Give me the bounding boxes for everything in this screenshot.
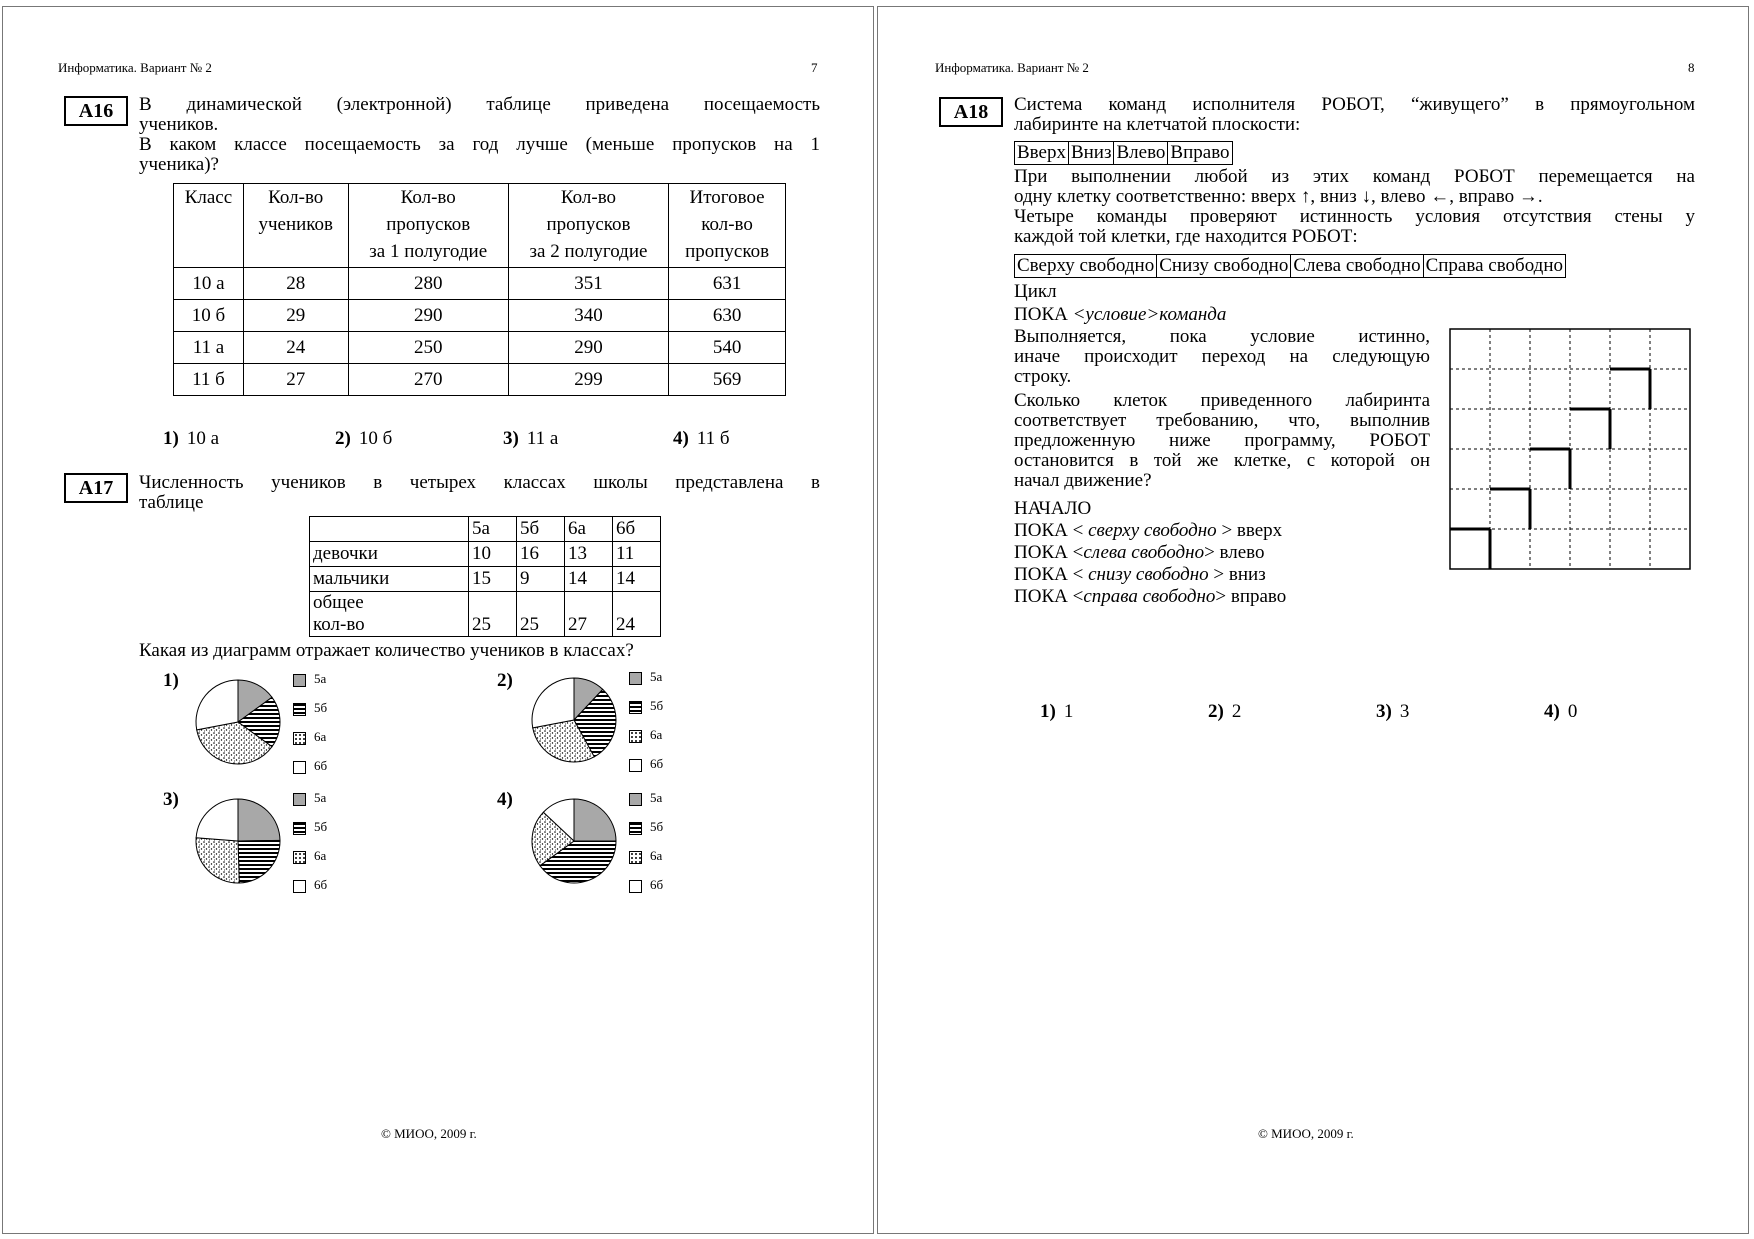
pie-legend [629, 670, 663, 786]
pie-option-number[interactable]: 1) [163, 670, 179, 691]
program-line [1014, 521, 1286, 543]
condition-box: Снизу свободно [1156, 254, 1291, 278]
table-cell: 11 а [174, 332, 244, 364]
legend-label: 6а [650, 727, 663, 742]
legend-swatch [629, 759, 642, 772]
legend-item [293, 820, 327, 849]
table-cell: 14 [565, 567, 613, 592]
answer-option[interactable] [503, 428, 558, 450]
table-row [174, 300, 786, 332]
a18-intro-1: Система команд исполнителя РОБОТ, “живущего” в прямоугольном [1014, 94, 1695, 115]
table-cell: 24 [243, 332, 348, 364]
header-text: Кол-во [400, 187, 456, 208]
table-cell: 27 [243, 364, 348, 396]
table-header-cell [348, 184, 508, 268]
legend-label: 5б [650, 819, 664, 834]
legend-swatch [629, 880, 642, 893]
pie-chart [529, 796, 619, 886]
answer-option[interactable] [1040, 701, 1073, 723]
program-pre: ПОКА < [1014, 564, 1089, 585]
legend-label: 5а [314, 671, 327, 686]
legend-item [629, 791, 663, 820]
pie-chart [529, 675, 619, 765]
legend-item [293, 759, 327, 788]
table-cell: 11 [613, 542, 661, 567]
answer-text: 3 [1399, 701, 1410, 722]
command-box: Вниз [1068, 141, 1115, 165]
program-condition: сверху свободно [1088, 520, 1217, 541]
table-cell: 10 а [174, 268, 244, 300]
a17-question [139, 473, 820, 513]
legend-swatch [293, 761, 306, 774]
table-cell: 290 [348, 300, 508, 332]
legend-item [293, 730, 327, 759]
program-condition: справа свободно [1083, 586, 1216, 607]
header-text: Кол-во [560, 187, 617, 208]
question-line: Сколько клеток приведенного лабиринта [1014, 390, 1430, 411]
program-lines [1014, 521, 1286, 609]
table-row [310, 542, 661, 567]
table-cell: 14 [613, 567, 661, 592]
condition-box: Сверху свободно [1014, 254, 1157, 278]
table-cell: 16 [517, 542, 565, 567]
a16-question [139, 95, 820, 175]
pie-chart [193, 796, 283, 886]
table-cell: 11 б [174, 364, 244, 396]
table-cell: 10 [469, 542, 517, 567]
table-cell: 250 [348, 332, 508, 364]
program-start: НАЧАЛО [1014, 498, 1092, 519]
header-text: пропусков [685, 241, 770, 262]
legend-swatch [293, 674, 306, 687]
header-text: Кол-во [268, 187, 324, 208]
question-line: начал движение? [1014, 470, 1152, 491]
legend-item [293, 701, 327, 730]
table-cell: 569 [669, 364, 786, 396]
legend-item [629, 728, 663, 757]
answer-text: 11 б [696, 428, 730, 449]
legend-swatch [629, 672, 642, 685]
legend-swatch [293, 880, 306, 893]
answer-option[interactable] [673, 428, 730, 450]
legend-swatch [293, 793, 306, 806]
table-cell: 290 [508, 332, 668, 364]
question-line: соответствует требованию, что, выполнив [1014, 410, 1430, 431]
legend-label: 5б [650, 698, 664, 713]
table-cell: 351 [508, 268, 668, 300]
a16-line-4: ученика)? [139, 154, 219, 175]
question-line: предложенную ниже программу, РОБОТ [1014, 430, 1430, 451]
table-header-row [310, 517, 661, 542]
legend-item [629, 849, 663, 878]
table-cell: 15 [469, 567, 517, 592]
program-post: > вверх [1216, 520, 1283, 541]
table-header-cell: 5б [517, 517, 565, 542]
table-cell: 631 [669, 268, 786, 300]
pie-slice [196, 799, 238, 841]
legend-item [293, 878, 327, 907]
pie-legend [293, 672, 327, 788]
legend-swatch [293, 822, 306, 835]
legend-swatch [293, 851, 306, 864]
program-line [1014, 587, 1286, 609]
answer-text: 11 а [526, 428, 559, 449]
row-label-text: общее [313, 592, 364, 613]
answer-option[interactable] [1544, 701, 1577, 723]
header-text: пропусков [546, 214, 631, 235]
table-header-cell [669, 184, 786, 268]
program-post: > вниз [1208, 564, 1266, 585]
table-row [174, 364, 786, 396]
legend-swatch [629, 793, 642, 806]
program-post: > влево [1204, 542, 1265, 563]
header-text: Класс [184, 187, 233, 208]
row-label [310, 567, 469, 592]
legend-label: 5а [650, 790, 663, 805]
condition-box: Справа свободно [1423, 254, 1566, 278]
legend-label: 5а [650, 669, 663, 684]
table-cell: 540 [669, 332, 786, 364]
program-pre: ПОКА < [1014, 520, 1089, 541]
a18-move-1: При выполнении любой из этих команд РОБОТ перемещается на [1014, 166, 1695, 187]
page-number: 7 [811, 60, 818, 75]
legend-item [629, 878, 663, 907]
pie-slice [196, 680, 238, 730]
legend-swatch [629, 822, 642, 835]
legend-swatch [629, 730, 642, 743]
table-header-cell: 6б [613, 517, 661, 542]
a18-check-1: Четыре команды проверяют истинность условия отсутствия стены у [1014, 206, 1695, 227]
a16-line-3: В каком классе посещаемость за год лучше (меньше пропусков на 1 [139, 134, 820, 155]
pie-slice [532, 678, 574, 728]
table-cell: 25 [517, 592, 565, 637]
table-header-cell [310, 517, 469, 542]
exec-line: Выполняется, пока условие истинно, [1014, 326, 1430, 347]
program-condition: снизу свободно [1088, 564, 1209, 585]
table-cell: 13 [565, 542, 613, 567]
table-header-cell [508, 184, 668, 268]
question-line: остановится в той же клетке, с которой он [1014, 450, 1430, 471]
program-line [1014, 565, 1286, 587]
table-cell: 630 [669, 300, 786, 332]
page-header-title: Информатика. Вариант № 2 [935, 60, 1089, 75]
header-text: учеников [258, 214, 334, 235]
left-footer: © МИОО, 2009 г. [381, 1126, 477, 1141]
header-text: Итоговое [689, 187, 765, 208]
legend-swatch [293, 703, 306, 716]
legend-label: 6б [650, 756, 664, 771]
legend-label: 5а [314, 790, 327, 805]
legend-item [293, 791, 327, 820]
table-cell: 24 [613, 592, 661, 637]
a17-chart-question: Какая из диаграмм отражает количество учеников в классах? [139, 640, 634, 661]
poka-prefix: ПОКА [1014, 304, 1073, 325]
answer-number: 1) [163, 428, 179, 449]
legend-item [629, 757, 663, 786]
a18-intro-2: лабиринте на клетчатой плоскости: [1014, 114, 1301, 135]
program-pre: ПОКА < [1014, 542, 1084, 563]
a18-move-text [1014, 167, 1695, 247]
left-page [2, 6, 874, 1234]
program-pre: ПОКА < [1014, 586, 1084, 607]
attendance-table [173, 183, 786, 396]
a17-line-1: Численность учеников в четырех классах школы представлена в [139, 472, 820, 493]
answer-option[interactable] [163, 428, 219, 450]
table-row [310, 567, 661, 592]
command-box: Влево [1113, 141, 1168, 165]
legend-label: 6б [314, 758, 328, 773]
task-badge-a17: A17 [64, 473, 128, 503]
row-label [310, 542, 469, 567]
answer-option[interactable] [335, 428, 392, 450]
task-badge-a16: A16 [64, 96, 128, 126]
command-box: Вправо [1167, 141, 1232, 165]
legend-swatch [293, 732, 306, 745]
table-cell: 25 [469, 592, 517, 637]
row-label-text: мальчики [313, 568, 390, 589]
page-number: 8 [1688, 60, 1695, 75]
condition-list [1014, 254, 1565, 278]
answer-text: 1 [1063, 701, 1074, 722]
answer-number: 2) [1208, 701, 1224, 722]
answer-option[interactable] [1208, 701, 1241, 723]
a16-line-2: учеников. [139, 114, 219, 135]
command-list [1014, 141, 1232, 165]
header-text: пропусков [386, 214, 471, 235]
answer-text: 2 [1231, 701, 1242, 722]
legend-item [629, 670, 663, 699]
answer-text: 0 [1567, 701, 1578, 722]
pie-option-number[interactable]: 2) [497, 670, 513, 691]
poka-syntax-italic: <условие>команда [1072, 304, 1227, 325]
answer-number: 3) [1376, 701, 1392, 722]
pie-legend [629, 791, 663, 907]
legend-item [629, 699, 663, 728]
a18-check-2: каждой той клетки, где находится РОБОТ: [1014, 226, 1358, 247]
table-row [174, 268, 786, 300]
command-box: Вверх [1014, 141, 1069, 165]
legend-label: 6а [650, 848, 663, 863]
table-cell: 10 б [174, 300, 244, 332]
row-label [310, 592, 469, 637]
students-table [309, 516, 661, 637]
table-row [310, 592, 661, 637]
pie-slice [238, 840, 280, 883]
pie-option-number[interactable]: 4) [497, 789, 513, 810]
pie-slice [574, 799, 616, 841]
poka-syntax [1014, 305, 1226, 325]
table-cell: 280 [348, 268, 508, 300]
pie-slice [196, 838, 239, 883]
table-cell: 270 [348, 364, 508, 396]
a18-exec-text [1014, 327, 1430, 387]
legend-label: 6а [314, 729, 327, 744]
legend-swatch [629, 851, 642, 864]
pie-option-number[interactable]: 3) [163, 789, 179, 810]
table-cell: 9 [517, 567, 565, 592]
row-label-text: кол-во [313, 614, 365, 635]
row-label-text: девочки [313, 543, 378, 564]
a17-line-2: таблице [139, 492, 204, 513]
answer-text: 10 а [186, 428, 220, 449]
legend-label: 5б [314, 819, 328, 834]
legend-swatch [629, 701, 642, 714]
table-row [174, 332, 786, 364]
task-badge-a18: A18 [939, 97, 1003, 127]
table-cell: 29 [243, 300, 348, 332]
legend-label: 6б [650, 877, 664, 892]
a18-intro [1014, 95, 1695, 135]
cycle-label: Цикл [1014, 281, 1057, 302]
answer-number: 1) [1040, 701, 1056, 722]
header-text: за 1 полугодие [369, 241, 488, 262]
table-header-cell [243, 184, 348, 268]
pie-slice [238, 799, 280, 841]
answer-number: 2) [335, 428, 351, 449]
legend-label: 6б [314, 877, 328, 892]
header-text: за 2 полугодие [529, 241, 648, 262]
answer-option[interactable] [1376, 701, 1409, 723]
condition-box: Слева свободно [1290, 254, 1423, 278]
answer-text: 10 б [358, 428, 393, 449]
table-header-cell: 6а [565, 517, 613, 542]
table-cell: 28 [243, 268, 348, 300]
program-condition: слева свободно [1083, 542, 1205, 563]
program-post: > вправо [1215, 586, 1287, 607]
pie-chart [193, 677, 283, 767]
a18-move-2: одну клетку соответственно: вверх ↑, вниз ↓, влево ←, вправо →. [1014, 186, 1543, 207]
table-header-cell [174, 184, 244, 268]
legend-item [293, 672, 327, 701]
a18-question-text [1014, 391, 1430, 491]
answer-number: 4) [1544, 701, 1560, 722]
exec-line: строку. [1014, 366, 1072, 387]
table-header-cell: 5а [469, 517, 517, 542]
legend-label: 5б [314, 700, 328, 715]
a16-line-1: В динамической (электронной) таблице приведена посещаемость [139, 94, 820, 115]
legend-item [629, 820, 663, 849]
table-cell: 340 [508, 300, 668, 332]
program-line [1014, 543, 1286, 565]
answer-number: 3) [503, 428, 519, 449]
pie-legend [293, 791, 327, 907]
page-header-title: Информатика. Вариант № 2 [58, 60, 212, 75]
legend-label: 6а [314, 848, 327, 863]
header-text: кол-во [701, 214, 753, 235]
table-cell: 299 [508, 364, 668, 396]
exec-line: иначе происходит переход на следующую [1014, 346, 1430, 367]
table-cell: 27 [565, 592, 613, 637]
maze-grid [1448, 327, 1692, 573]
legend-item [293, 849, 327, 878]
table-header-row [174, 184, 786, 268]
answer-number: 4) [673, 428, 689, 449]
right-footer: © МИОО, 2009 г. [1258, 1126, 1354, 1141]
right-page [877, 6, 1749, 1234]
